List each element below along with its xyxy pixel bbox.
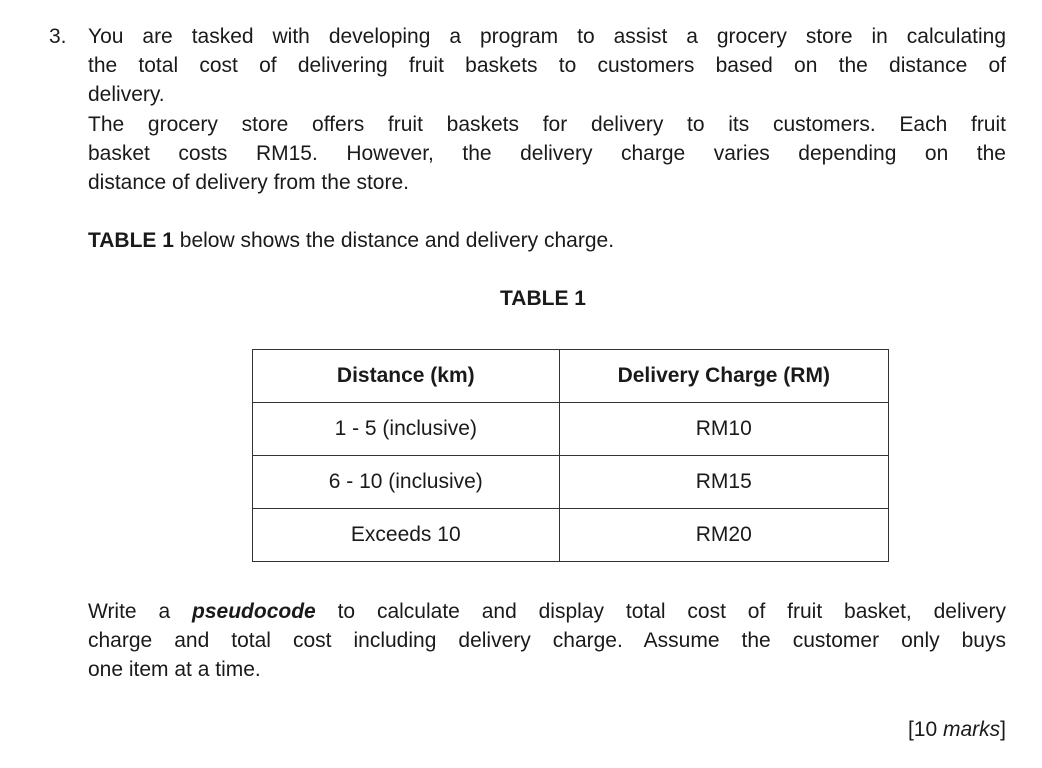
context-line-3: distance of delivery from the store.: [88, 171, 409, 194]
cell-distance: 1 - 5 (inclusive): [253, 403, 560, 456]
question-number: 3.: [49, 25, 67, 48]
task-prefix: Write a: [88, 600, 193, 623]
cell-distance: 6 - 10 (inclusive): [253, 456, 560, 509]
table-row: [253, 456, 889, 509]
task-paragraph: [88, 597, 1006, 684]
table-reference-sentence: [88, 226, 1006, 255]
task-line-1: [88, 597, 1006, 626]
cell-charge: RM10: [559, 403, 888, 456]
task-emphasis: pseudocode: [192, 600, 316, 623]
table-caption: TABLE 1: [500, 287, 586, 310]
cell-distance: Exceeds 10: [253, 509, 560, 562]
table-reference-text: below shows the distance and delivery charge.: [173, 229, 615, 252]
task-line-1-rest: to calculate and display total cost of fruit basket, delivery: [315, 600, 1006, 623]
context-line-1: The grocery store offers fruit baskets for delivery to its customers. Each fruit: [88, 113, 1006, 136]
intro-line-1: You are tasked with developing a program to assist a grocery store in calculating: [88, 25, 1006, 48]
table-header-row: [253, 350, 889, 403]
task-line-3: one item at a time.: [88, 658, 261, 681]
header-distance: Distance (km): [253, 350, 560, 403]
marks-word: marks: [942, 718, 1001, 741]
cell-charge: RM20: [559, 509, 888, 562]
intro-paragraph: [88, 22, 1006, 109]
context-paragraph: [88, 110, 1006, 197]
table-row: [253, 403, 889, 456]
intro-line-3: delivery.: [88, 83, 165, 106]
intro-line-2: the total cost of delivering fruit baskets to customers based on the distance of: [88, 54, 1006, 77]
context-line-2: basket costs RM15. However, the delivery charge varies depending on the: [88, 142, 1006, 165]
marks-close: ]: [1000, 718, 1006, 741]
delivery-charge-table: [252, 349, 889, 562]
marks-open: [10: [907, 718, 943, 741]
header-delivery-charge: Delivery Charge (RM): [559, 350, 888, 403]
task-line-2: charge and total cost including delivery charge. Assume the customer only buys: [88, 629, 1006, 652]
table-reference-bold: TABLE 1: [88, 229, 174, 252]
cell-charge: RM15: [559, 456, 888, 509]
marks-allocation: [908, 715, 1006, 744]
table-row: [253, 509, 889, 562]
